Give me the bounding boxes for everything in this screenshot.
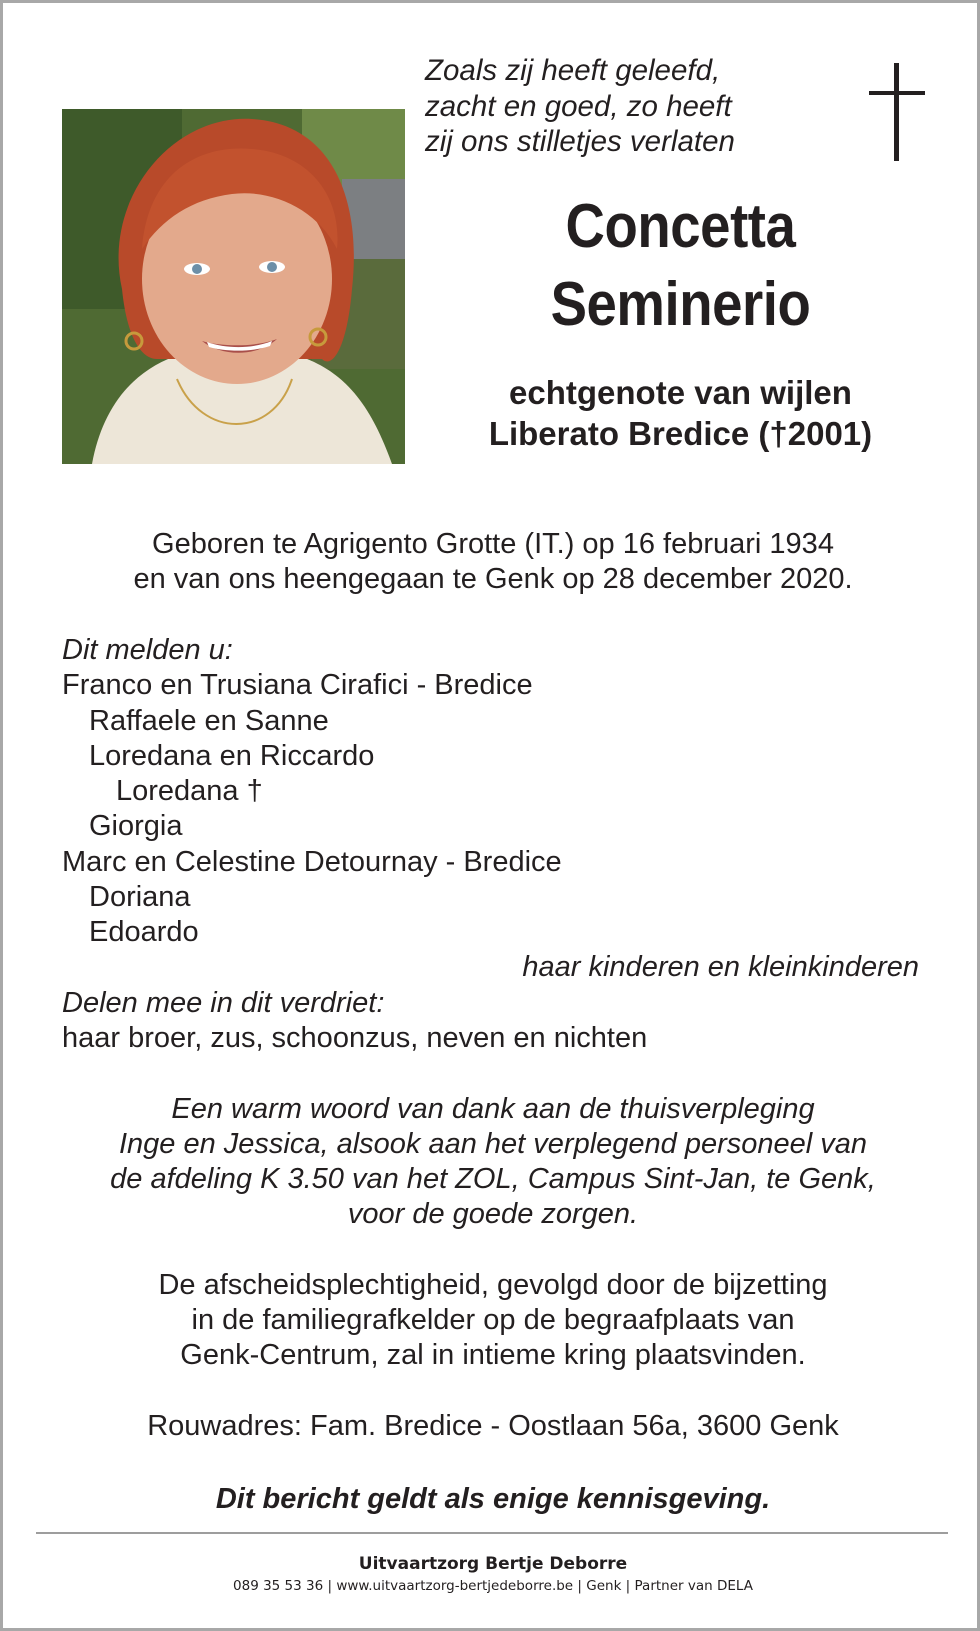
list-item: Raffaele en Sanne: [89, 704, 329, 737]
sharers-section: [62, 986, 647, 1057]
motto-verse: [425, 53, 735, 160]
ceremony-line: Genk-Centrum, zal in intieme kring plaatsvinden.: [180, 1339, 806, 1371]
announcers-list: [62, 633, 562, 951]
thanks-line: voor de goede zorgen.: [347, 1198, 639, 1230]
motto-line: zij ons stilletjes verlaten: [425, 125, 735, 158]
mourning-address: Rouwadres: Fam. Bredice - Oostlaan 56a, 3600 Genk: [147, 1410, 839, 1442]
relation-label: haar kinderen en kleinkinderen: [522, 951, 919, 983]
ceremony-line: De afscheidsplechtigheid, gevolgd door de bijzetting: [158, 1269, 828, 1301]
sharers-text: haar broer, zus, schoonzus, neven en nichten: [62, 1022, 648, 1055]
spouse-line: Liberato Bredice (†2001): [488, 415, 873, 452]
ceremony-line: in de familiegrafkelder op de begraafplaats van: [191, 1304, 795, 1336]
motto-line: Zoals zij heeft geleefd,: [425, 54, 721, 87]
spouse-line: echtgenote van wijlen: [509, 374, 852, 411]
list-item: Loredana en Riccardo: [89, 739, 375, 772]
portrait-photo: [62, 109, 405, 464]
funeral-home-info: 089 35 53 36 | www.uitvaartzorg-bertjedeborre.be | Genk | Partner van DELA: [233, 1578, 753, 1594]
funeral-home-name: Uitvaartzorg Bertje Deborre: [358, 1554, 628, 1574]
list-item: Doriana: [89, 881, 191, 914]
died-line: en van ons heengegaan te Genk op 28 december 2020.: [133, 563, 853, 595]
list-item: Giorgia: [89, 810, 183, 843]
ceremony-paragraph: [43, 1268, 943, 1373]
list-item: Marc en Celestine Detournay - Bredice: [62, 845, 562, 878]
thanks-paragraph: [43, 1092, 943, 1232]
list-item: Edoardo: [89, 916, 199, 949]
birth-death-info: [43, 527, 943, 597]
motto-line: zacht en goed, zo heeft: [425, 89, 732, 123]
list-item: Franco en Trusiana Cirafici - Bredice: [62, 669, 533, 702]
footer-divider: [36, 1532, 948, 1534]
cross-icon: [869, 63, 925, 161]
deceased-last-name: Seminerio: [550, 270, 811, 339]
notice-text: Dit bericht geldt als enige kennisgeving.: [215, 1483, 771, 1515]
thanks-line: de afdeling K 3.50 van het ZOL, Campus Sint-Jan, te Genk,: [110, 1163, 876, 1195]
sharers-heading: Delen mee in dit verdriet:: [62, 987, 385, 1019]
list-item: Loredana †: [116, 775, 263, 808]
born-line: Geboren te Agrigento Grotte (IT.) op 16 februari 1934: [152, 528, 834, 560]
announcers-heading: Dit melden u:: [62, 634, 233, 666]
deceased-first-name: Concetta: [565, 192, 796, 261]
thanks-line: Een warm woord van dank aan de thuisverpleging: [171, 1093, 815, 1125]
thanks-line: Inge en Jessica, alsook aan het verplegend personeel van: [118, 1128, 868, 1160]
